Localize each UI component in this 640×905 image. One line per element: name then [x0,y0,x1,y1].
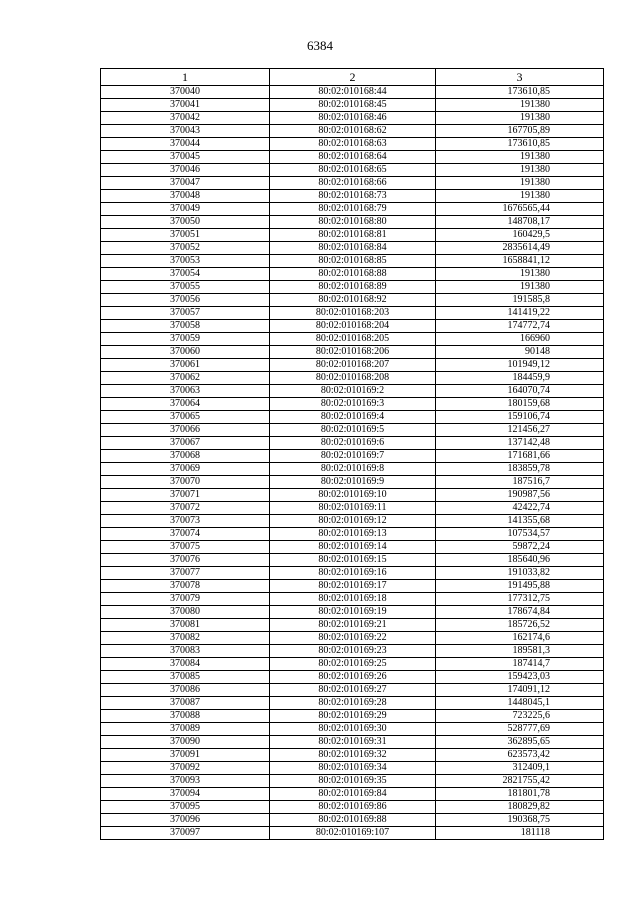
table-row [101,151,604,164]
cadastral-number-cell: 80:02:010168:208 [270,372,436,385]
value-cell: 191495,88 [436,580,604,593]
value-cell: 312409,1 [436,762,604,775]
cadastral-number-cell: 80:02:010168:80 [270,216,436,229]
table-row [101,229,604,242]
row-number-cell: 370062 [101,372,270,385]
cadastral-number-cell: 80:02:010169:26 [270,671,436,684]
table-row [101,619,604,632]
value-cell: 107534,57 [436,528,604,541]
table-row [101,281,604,294]
value-cell: 141419,22 [436,307,604,320]
value-cell: 723225,6 [436,710,604,723]
value-cell: 185726,52 [436,619,604,632]
cadastral-number-cell: 80:02:010169:17 [270,580,436,593]
table-row [101,359,604,372]
row-number-cell: 370085 [101,671,270,684]
row-number-cell: 370055 [101,281,270,294]
row-number-cell: 370071 [101,489,270,502]
row-number-cell: 370061 [101,359,270,372]
cadastral-number-cell: 80:02:010168:65 [270,164,436,177]
value-cell: 185640,96 [436,554,604,567]
row-number-cell: 370090 [101,736,270,749]
table-row [101,580,604,593]
row-number-cell: 370053 [101,255,270,268]
table-row [101,645,604,658]
value-cell: 90148 [436,346,604,359]
value-cell: 184459,9 [436,372,604,385]
value-cell: 187414,7 [436,658,604,671]
value-cell: 167705,89 [436,125,604,138]
table-row [101,736,604,749]
cadastral-number-cell: 80:02:010168:44 [270,86,436,99]
table-row [101,814,604,827]
row-number-cell: 370052 [101,242,270,255]
value-cell: 121456,27 [436,424,604,437]
cadastral-value-table [100,68,604,840]
row-number-cell: 370097 [101,827,270,840]
table-row [101,528,604,541]
table-row [101,606,604,619]
row-number-cell: 370081 [101,619,270,632]
cadastral-number-cell: 80:02:010169:88 [270,814,436,827]
table-row [101,658,604,671]
row-number-cell: 370096 [101,814,270,827]
cadastral-number-cell: 80:02:010169:34 [270,762,436,775]
value-cell: 191380 [436,281,604,294]
table-row [101,632,604,645]
value-cell: 59872,24 [436,541,604,554]
cadastral-number-cell: 80:02:010169:21 [270,619,436,632]
value-cell: 2835614,49 [436,242,604,255]
cadastral-number-cell: 80:02:010168:63 [270,138,436,151]
table-row [101,190,604,203]
value-cell: 191585,8 [436,294,604,307]
table-row [101,307,604,320]
cadastral-number-cell: 80:02:010169:3 [270,398,436,411]
value-cell: 1676565,44 [436,203,604,216]
value-cell: 191380 [436,190,604,203]
row-number-cell: 370095 [101,801,270,814]
row-number-cell: 370070 [101,476,270,489]
row-number-cell: 370088 [101,710,270,723]
table-row [101,216,604,229]
value-cell: 183859,78 [436,463,604,476]
cadastral-number-cell: 80:02:010169:23 [270,645,436,658]
page-number: 6384 [307,38,333,53]
table-row [101,385,604,398]
cadastral-number-cell: 80:02:010168:92 [270,294,436,307]
table-row [101,320,604,333]
table-row [101,437,604,450]
row-number-cell: 370067 [101,437,270,450]
value-cell: 174772,74 [436,320,604,333]
cadastral-number-cell: 80:02:010168:88 [270,268,436,281]
cadastral-number-cell: 80:02:010168:89 [270,281,436,294]
row-number-cell: 370083 [101,645,270,658]
table-row [101,242,604,255]
table-row [101,255,604,268]
value-cell: 177312,75 [436,593,604,606]
cadastral-number-cell: 80:02:010169:6 [270,437,436,450]
value-cell: 164070,74 [436,385,604,398]
table-row [101,411,604,424]
cadastral-number-cell: 80:02:010168:204 [270,320,436,333]
cadastral-number-cell: 80:02:010169:27 [270,684,436,697]
table-row [101,593,604,606]
table-row [101,710,604,723]
row-number-cell: 370048 [101,190,270,203]
table-row [101,203,604,216]
value-cell: 191380 [436,112,604,125]
row-number-cell: 370082 [101,632,270,645]
row-number-cell: 370087 [101,697,270,710]
row-number-cell: 370041 [101,99,270,112]
value-cell: 181801,78 [436,788,604,801]
value-cell: 101949,12 [436,359,604,372]
table-row [101,489,604,502]
table-row [101,762,604,775]
cadastral-number-cell: 80:02:010169:30 [270,723,436,736]
table-row [101,450,604,463]
cadastral-number-cell: 80:02:010169:19 [270,606,436,619]
row-number-cell: 370047 [101,177,270,190]
value-cell: 174091,12 [436,684,604,697]
row-number-cell: 370046 [101,164,270,177]
table-row [101,749,604,762]
row-number-cell: 370092 [101,762,270,775]
row-number-cell: 370049 [101,203,270,216]
value-cell: 191380 [436,151,604,164]
value-cell: 180829,82 [436,801,604,814]
cadastral-number-cell: 80:02:010168:85 [270,255,436,268]
value-cell: 141355,68 [436,515,604,528]
row-number-cell: 370054 [101,268,270,281]
row-number-cell: 370050 [101,216,270,229]
value-cell: 2821755,42 [436,775,604,788]
cadastral-number-cell: 80:02:010169:9 [270,476,436,489]
cadastral-number-cell: 80:02:010169:22 [270,632,436,645]
cadastral-number-cell: 80:02:010168:46 [270,112,436,125]
cadastral-number-cell: 80:02:010169:4 [270,411,436,424]
cadastral-number-cell: 80:02:010168:207 [270,359,436,372]
row-number-cell: 370057 [101,307,270,320]
table-row [101,684,604,697]
table-body [101,86,604,840]
row-number-cell: 370069 [101,463,270,476]
row-number-cell: 370065 [101,411,270,424]
cadastral-number-cell: 80:02:010168:64 [270,151,436,164]
value-cell: 173610,85 [436,138,604,151]
table-row [101,827,604,840]
cadastral-number-cell: 80:02:010169:32 [270,749,436,762]
cadastral-number-cell: 80:02:010169:14 [270,541,436,554]
table-row [101,177,604,190]
value-cell: 181118 [436,827,604,840]
table-row [101,476,604,489]
cadastral-number-cell: 80:02:010168:73 [270,190,436,203]
cadastral-number-cell: 80:02:010168:81 [270,229,436,242]
table-row [101,775,604,788]
table-row [101,294,604,307]
value-cell: 191380 [436,177,604,190]
row-number-cell: 370093 [101,775,270,788]
value-cell: 1658841,12 [436,255,604,268]
cadastral-number-cell: 80:02:010169:86 [270,801,436,814]
table-row [101,554,604,567]
row-number-cell: 370045 [101,151,270,164]
table-row [101,671,604,684]
row-number-cell: 370077 [101,567,270,580]
row-number-cell: 370042 [101,112,270,125]
row-number-cell: 370084 [101,658,270,671]
cadastral-number-cell: 80:02:010169:13 [270,528,436,541]
value-cell: 166960 [436,333,604,346]
row-number-cell: 370074 [101,528,270,541]
cadastral-number-cell: 80:02:010169:107 [270,827,436,840]
row-number-cell: 370043 [101,125,270,138]
table-header-row [101,69,604,86]
value-cell: 191380 [436,268,604,281]
value-cell: 159423,03 [436,671,604,684]
table-row [101,372,604,385]
value-cell: 42422,74 [436,502,604,515]
row-number-cell: 370089 [101,723,270,736]
value-cell: 148708,17 [436,216,604,229]
row-number-cell: 370075 [101,541,270,554]
value-cell: 137142,48 [436,437,604,450]
table-row [101,86,604,99]
cadastral-number-cell: 80:02:010168:66 [270,177,436,190]
cadastral-number-cell: 80:02:010169:31 [270,736,436,749]
cadastral-number-cell: 80:02:010169:8 [270,463,436,476]
table-row [101,424,604,437]
value-cell: 1448045,1 [436,697,604,710]
value-cell: 180159,68 [436,398,604,411]
table-row [101,697,604,710]
table-row [101,541,604,554]
row-number-cell: 370063 [101,385,270,398]
row-number-cell: 370060 [101,346,270,359]
cadastral-number-cell: 80:02:010169:7 [270,450,436,463]
table-row [101,164,604,177]
row-number-cell: 370044 [101,138,270,151]
table-row [101,515,604,528]
row-number-cell: 370072 [101,502,270,515]
value-cell: 362895,65 [436,736,604,749]
table-row [101,788,604,801]
value-cell: 160429,5 [436,229,604,242]
cadastral-number-cell: 80:02:010168:84 [270,242,436,255]
cadastral-number-cell: 80:02:010169:18 [270,593,436,606]
row-number-cell: 370080 [101,606,270,619]
table-row [101,346,604,359]
cadastral-number-cell: 80:02:010169:5 [270,424,436,437]
cadastral-number-cell: 80:02:010168:206 [270,346,436,359]
column-header-1: 1 [101,69,270,86]
cadastral-number-cell: 80:02:010168:79 [270,203,436,216]
row-number-cell: 370073 [101,515,270,528]
value-cell: 190368,75 [436,814,604,827]
table-row [101,268,604,281]
value-cell: 191380 [436,99,604,112]
value-cell: 162174,6 [436,632,604,645]
cadastral-number-cell: 80:02:010169:12 [270,515,436,528]
cadastral-number-cell: 80:02:010169:25 [270,658,436,671]
value-cell: 191033,82 [436,567,604,580]
value-cell: 191380 [436,164,604,177]
row-number-cell: 370068 [101,450,270,463]
value-cell: 171681,66 [436,450,604,463]
row-number-cell: 370058 [101,320,270,333]
cadastral-number-cell: 80:02:010169:15 [270,554,436,567]
table-row [101,112,604,125]
row-number-cell: 370091 [101,749,270,762]
cadastral-number-cell: 80:02:010168:203 [270,307,436,320]
cadastral-number-cell: 80:02:010169:35 [270,775,436,788]
value-cell: 178674,84 [436,606,604,619]
value-cell: 173610,85 [436,86,604,99]
row-number-cell: 370094 [101,788,270,801]
value-cell: 187516,7 [436,476,604,489]
row-number-cell: 370056 [101,294,270,307]
value-cell: 528777,69 [436,723,604,736]
value-cell: 623573,42 [436,749,604,762]
table-row [101,502,604,515]
cadastral-number-cell: 80:02:010169:29 [270,710,436,723]
table-row [101,398,604,411]
cadastral-number-cell: 80:02:010168:45 [270,99,436,112]
table-row [101,723,604,736]
column-header-2: 2 [270,69,436,86]
row-number-cell: 370078 [101,580,270,593]
column-header-3: 3 [436,69,604,86]
cadastral-number-cell: 80:02:010169:2 [270,385,436,398]
row-number-cell: 370064 [101,398,270,411]
cadastral-number-cell: 80:02:010169:84 [270,788,436,801]
row-number-cell: 370079 [101,593,270,606]
row-number-cell: 370051 [101,229,270,242]
table-row [101,125,604,138]
table-row [101,463,604,476]
cadastral-number-cell: 80:02:010169:28 [270,697,436,710]
row-number-cell: 370059 [101,333,270,346]
table-row [101,99,604,112]
cadastral-number-cell: 80:02:010169:11 [270,502,436,515]
table-row [101,333,604,346]
table-row [101,567,604,580]
table-row [101,801,604,814]
cadastral-number-cell: 80:02:010168:205 [270,333,436,346]
row-number-cell: 370066 [101,424,270,437]
cadastral-number-cell: 80:02:010168:62 [270,125,436,138]
table-row [101,138,604,151]
value-cell: 189581,3 [436,645,604,658]
row-number-cell: 370076 [101,554,270,567]
cadastral-number-cell: 80:02:010169:10 [270,489,436,502]
row-number-cell: 370040 [101,86,270,99]
cadastral-number-cell: 80:02:010169:16 [270,567,436,580]
row-number-cell: 370086 [101,684,270,697]
value-cell: 190987,56 [436,489,604,502]
value-cell: 159106,74 [436,411,604,424]
